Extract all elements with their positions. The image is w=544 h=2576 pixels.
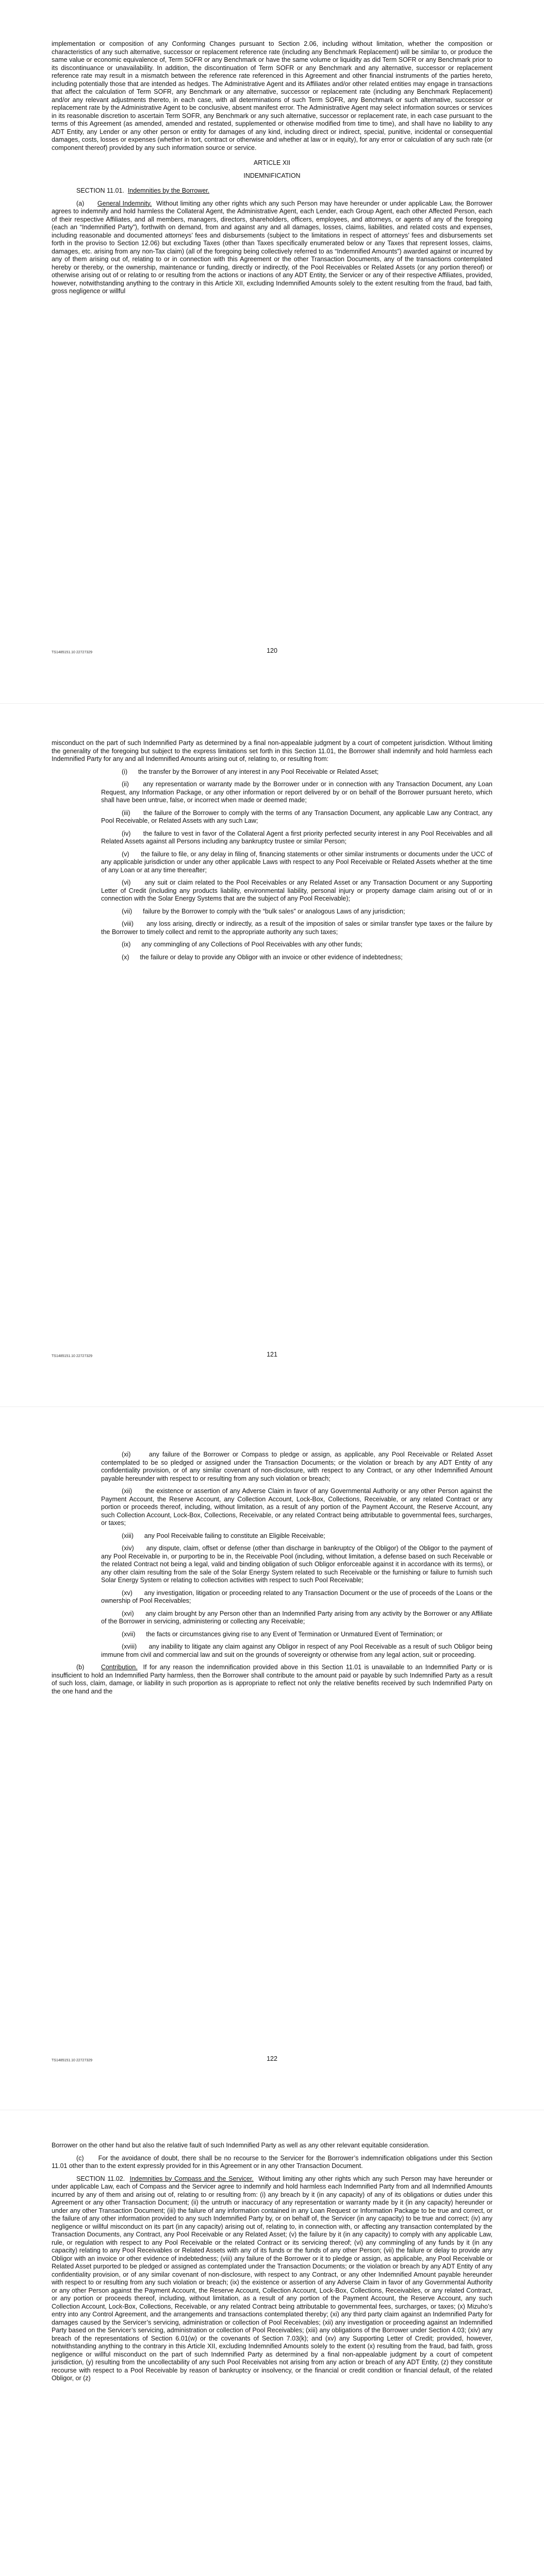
page-121 xyxy=(0,703,544,1406)
list-item-label: (xiii) xyxy=(122,1532,134,1539)
section-number: SECTION 11.02. xyxy=(76,2175,125,2182)
page-121-body xyxy=(52,739,492,966)
list-item-text: any commingling of any Collections of Pool Receivables with any other funds; xyxy=(141,941,362,948)
paragraph-a xyxy=(52,200,492,296)
list-item-text: any loss arising, directly or indirectly, as a result of the imposition of sales or similar transfer type taxes or the failure by the Borrower to timely collect and remit to the appropriate authority any such taxes; xyxy=(101,920,492,936)
list-item xyxy=(52,1610,492,1626)
list-item-label: (ix) xyxy=(122,941,131,948)
list-item xyxy=(52,879,492,903)
list-item xyxy=(52,1631,492,1639)
page-123-body xyxy=(52,2142,492,2387)
document-id: TS1485151.10 22727329 xyxy=(52,1354,93,1358)
page-123 xyxy=(0,2110,544,2576)
list-item-text: the existence or assertion of any Adverse Claim in favor of any Governmental Authority or any other Person against the Payment Account, the Reserve Account, any Collection Account, Lock-Box, Collections, Receivable, or any related Contract or any portion or proceeds thereof, including, without limitation, as a result of any portion of the Payment Account, the Reserve Account, any such Collection Account, Lock-Box, Collections, Receivable, or any related Contract being attributable to governmental fees, surcharges, or taxes; xyxy=(101,1487,492,1527)
paragraph: implementation or composition of any Conforming Changes pursuant to Section 2.06, including without limitation, whether the composition or characteristics of any such alternative, successor or replacement reference rate (including any Benchmark Replacement) will be similar to, or produce the same value or economic equivalence of, Term SOFR or any Benchmark or have the same volume or liquidity as did Term SOFR or any Benchmark prior to its discontinuance or unavailability. In addition, the discontinuation of Term SOFR or any Benchmark and any alternative, successor or replacement reference rate may result in a mismatch between the reference rate referenced in this Agreement and other financial instruments of the parties hereto, including potentially those that are intended as hedges. The Administrative Agent and its Affiliates and/or other related entities may engage in transactions that affect the calculation of Term SOFR, any Benchmark or any alternative, successor or replacement rate (including any Benchmark Replacement) and/or any relevant adjustments thereto, in each case, with all determinations of such Term SOFR, any Benchmark or such alternative, successor or replacement rate by the Administrative Agent to be conclusive, absent manifest error. The Administrative Agent may select information sources or services in its reasonable discretion to ascertain Term SOFR, any Benchmark or any such alternative, successor or replacement rate, in each case pursuant to the terms of this Agreement (as amended, amended and restated, supplemented or otherwise modified from time to time), and shall have no liability to any ADT Entity, any Lender or any other person or entity for damages of any kind, including direct or indirect, special, punitive, incidental or consequential damages, costs, losses or expenses (whether in tort, contract or otherwise and whether at law or in equity), for any error or calculation of any such rate (or component thereof) provided by any such information source or service. xyxy=(52,40,492,151)
list-item xyxy=(52,1532,492,1540)
list-item-text: the failure of the Borrower to comply with the terms of any Transaction Document, any applicable Law any Contract, any Pool Receivable, or Related Assets with any such Law; xyxy=(101,809,492,824)
list-item-text: the transfer by the Borrower of any interest in any Pool Receivable or Related Asset; xyxy=(138,768,379,775)
list-item-label: (iv) xyxy=(122,829,131,837)
paragraph-title: Contribution. xyxy=(101,1664,138,1671)
list-item-text: any failure of the Borrower or Compass to pledge or assign, as applicable, any Pool Receivable or Related Asset contemplated to be so pledged or assigned under the Transaction Documents; or the violation or breach by any ADT Entity of any confidentiality provision, or of any similar covenant of non-disclosure, with respect to any Contract, or any other Indemnified Amount payable hereunder with respect to or resulting from any such violation or breach; xyxy=(101,1451,492,1482)
list-item-label: (xi) xyxy=(122,1451,131,1458)
list-item-label: (v) xyxy=(122,850,129,858)
list-item-text: any investigation, litigation or proceeding related to any Transaction Document or the use of proceeds of the Loans or the ownership of Pool Receivables; xyxy=(101,1589,492,1604)
page-122-body xyxy=(52,1451,492,1700)
list xyxy=(52,768,492,962)
list-item-text: the failure to vest in favor of the Collateral Agent a first priority perfected security interest in any Pool Receivables and all Related Assets against all Persons including any bankruptcy trustee or similar Person; xyxy=(101,829,492,845)
paragraph-label: (a) xyxy=(76,199,85,207)
list-item xyxy=(52,781,492,805)
list-item-text: any dispute, claim, offset or defense (other than discharge in bankruptcy of the Obligor) of the Obligor to the payment of any Pool Receivable in, or purporting to be in, the Receivable Pool (including, without limitation, a defense based on such Receivable or the related Contract not being a legal, valid and binding obligation of such Obligor enforceable against it in accordance with its terms), or any other claim resulting from the sale of the Solar Energy System related to such Receivable or the furnishing or failure to furnish such Solar Energy System or relating to collection activities with respect to such Pool Receivable; xyxy=(101,1545,493,1584)
list-item xyxy=(52,908,492,916)
list-item-label: (xv) xyxy=(122,1589,133,1597)
paragraph-text: If for any reason the indemnification provided above in this Section 11.01 is unavailable to an Indemnified Party or is insufficient to hold an Indemnified Party harmless, then the Borrower shall contribute to the amount paid or payable by such Indemnified Party as a result of such loss, claim, damage, or liability in such proportion as is appropriate to reflect not only the relative benefits received by such Indemnified Party on the one hand and the xyxy=(52,1664,492,1695)
list-item-label: (iii) xyxy=(122,809,130,817)
paragraph-b xyxy=(52,1664,492,1696)
list-item-text: any representation or warranty made by the Borrower under or in connection with any Transaction Document, any Loan Request, any Information Package, or any other information or report delivered by or on behalf of the Borrower pursuant hereto, which shall have been untrue, false, or incorrect when made or deemed made; xyxy=(101,781,492,804)
list-item-text: any suit or claim related to the Pool Receivables or any Related Asset or any Transaction Document or any Supporting Letter of Credit (including any products liability, environmental liability, personal injury or property damage claim arising out of or in connection with the Solar Energy Systems that are the subject of any Pool Receivable); xyxy=(101,879,492,902)
list-item-label: (xviii) xyxy=(122,1643,137,1650)
list-item-label: (vii) xyxy=(122,907,133,915)
section-title: Indemnities by the Borrower. xyxy=(127,187,210,194)
list-item-text: any inability to litigate any claim against any Obligor in respect of any Pool Receivable as a result of such Obligor being immune from civil and commercial law and suit on the grounds of sovereignty or otherwise from any legal action, suit or proceeding. xyxy=(101,1643,492,1658)
page-122 xyxy=(0,1406,544,2110)
document-id: TS1485151.10 22727329 xyxy=(52,2059,93,2062)
list-item xyxy=(52,941,492,949)
list-item-text: the facts or circumstances giving rise to any Event of Termination or Unmatured Event of Termination; or xyxy=(146,1630,443,1638)
list-item-label: (xii) xyxy=(122,1487,133,1495)
article-title: INDEMNIFICATION xyxy=(243,172,301,179)
page-120 xyxy=(0,0,544,703)
list-item xyxy=(52,830,492,846)
paragraph: misconduct on the part of such Indemnified Party as determined by a final non-appealable judgment by a court of competent jurisdiction. Without limiting the generality of the foregoing but subject to the express limitations set forth in this Section 11.01, the Borrower shall indemnify and hold harmless each Indemnified Party for any and all Indemnified Amounts arising out of, relating to, or resulting from: xyxy=(52,739,492,762)
list-item xyxy=(52,1487,492,1528)
list-item-text: any claim brought by any Person other than an Indemnified Party arising from any activity by the Borrower or any Affiliate of the Borrower in servicing, administering or collecting any Receivable; xyxy=(101,1609,493,1625)
list-item-label: (x) xyxy=(122,953,129,961)
list-item xyxy=(52,1643,492,1659)
section-number: SECTION 11.01. xyxy=(76,187,124,194)
list-item xyxy=(52,809,492,825)
paragraph-text: Without limiting any other rights which any such Person may have hereunder or under applicable Law, the Borrower agrees to indemnify and hold harmless the Collateral Agent, the Administrative Agent, each Lender, each Group Agent, each other Affected Person, each of their respective Affiliates, and all members, managers, directors, shareholders, officers, employees, and attorneys, or agents of any of the foregoing (each an “Indemnified Party”), forthwith on demand, from and against any and all damages, losses, claims, liabilities, and related costs and expenses, including reasonable and documented attorneys’ fees and disbursements (subject to the limitations in respect of attorneys’ fees and disbursements set forth in the proviso to Section 12.06) but excluding Taxes (other than Taxes specifically enumerated below or any Taxes that represent losses, claims, damages, etc. arising from any non-Tax claim) (all of the foregoing being collectively referred to as “Indemnified Amounts”) awarded against or incurred by any of them arising out of, relating to or in connection with this Agreement or the other Transaction Documents, any of the transactions contemplated hereby or thereby, or the ownership, maintenance or funding, directly or indirectly, of the Pool Receivables or Related Assets (or any portion thereof) or otherwise arising out of or relating to or resulting from the actions or inactions of any ADT Entity, the Servicer or any of their respective Affiliates, provided, however, notwithstanding anything to the contrary in this Article XII, excluding Indemnified Amounts solely to the extent resulting from the fraud, bad faith, gross negligence or willful xyxy=(52,199,492,295)
list xyxy=(52,1451,492,1659)
page-number: 122 xyxy=(267,2055,277,2062)
list-item-text: the failure to file, or any delay in filing of, financing statements or other similar instruments or documents under the UCC of any applicable jurisdiction or under any other applicable Laws with respect to any Pool Receivable or Related Assets whether at the time of any Loan or at any time thereafter; xyxy=(101,850,492,874)
section-heading xyxy=(52,187,492,195)
list-item xyxy=(52,1589,492,1605)
list-item-label: (xvii) xyxy=(122,1630,136,1638)
list-item-label: (ii) xyxy=(122,781,129,788)
page-number: 121 xyxy=(267,1351,277,1358)
list-item xyxy=(52,920,492,936)
list-item-label: (i) xyxy=(122,768,128,775)
list-item-label: (viii) xyxy=(122,920,134,927)
page-120-body xyxy=(52,40,492,300)
list-item xyxy=(52,851,492,875)
list-item-text: the failure or delay to provide any Obligor with an invoice or other evidence of indebtedness; xyxy=(140,953,403,961)
list-item xyxy=(52,768,492,776)
list-item-text: failure by the Borrower to comply with the “bulk sales” or analogous Laws of any jurisdiction; xyxy=(142,907,405,915)
section-title: Indemnities by Compass and the Servicer. xyxy=(129,2175,254,2182)
list-item xyxy=(52,954,492,962)
paragraph: Borrower on the other hand but also the relative fault of such Indemnified Party as well as any other relevant equitable consideration. xyxy=(52,2142,430,2149)
document-id: TS1485151.10 22727329 xyxy=(52,651,93,654)
list-item-label: (xiv) xyxy=(122,1545,134,1552)
list-item xyxy=(52,1451,492,1483)
paragraph-text: For the avoidance of doubt, there shall be no recourse to the Servicer for the Borrower’s indemnification obligations under this Section 11.01 other than to the extent expressly provided for in this Agreement or in any other Transaction Document. xyxy=(52,2154,493,2170)
paragraph-label: (c) xyxy=(76,2154,84,2162)
paragraph-label: (b) xyxy=(76,1664,85,1671)
list-item-label: (vi) xyxy=(122,879,131,886)
list-item-text: any Pool Receivable failing to constitute an Eligible Receivable; xyxy=(144,1532,325,1539)
list-item xyxy=(52,1545,492,1585)
paragraph-c xyxy=(52,2155,492,2171)
list-item-label: (xvi) xyxy=(122,1609,134,1617)
page-number: 120 xyxy=(267,647,277,654)
article-heading: ARTICLE XII xyxy=(253,159,291,166)
paragraph-title: General Indemnity. xyxy=(97,199,152,207)
section-text: Without limiting any other rights which any such Person may have hereunder or under applicable Law, each of Compass and the Servicer agree to indemnify and hold harmless each Indemnified Party from and all Indemnified Amounts incurred by any of them and arising out of, relating to or resulting from: (i) any breach by it (in any capacity) of any of its obligations or duties under this Agreement or any other Transaction Document; (ii) the untruth or inaccuracy of any representation or warranty made by it (in any capacity) hereunder or under any other Transaction Document; (iii) the failure of any information contained in any Loan Request or Information Package to be true and correct, or the failure of any other information provided to any such Indemnified Party by, or on behalf of, the Servicer (in any capacity) to be true and correct; (iv) any negligence or willful misconduct on its part (in any capacity) arising out of, relating to, in connection with, or affecting any transaction contemplated by the Transaction Documents, any Contract, any Pool Receivable or any Related Asset; (v) the failure by it (in any capacity) to comply with any applicable Law, rule, or regulation with respect to any Pool Receivable or the related Contract or its servicing thereof; (vi) any commingling of any funds by it (in any capacity) relating to any Pool Receivables or Related Assets with any of its funds or the funds of any other Person; (vii) the failure or delay to provide any Obligor with an invoice or other evidence of indebtedness; (viii) any failure of the Borrower or it to pledge or assign, as applicable, any Pool Receivable or Related Asset purported to be pledged or assigned as contemplated under the Transaction Documents; or the violation or breach by any ADT Entity of any confidentiality provision, or of any similar covenant of non-disclosure, with respect to any Contract, or any other Indemnified Amount payable hereunder with respect to or resulting from any such violation or breach; (ix) the existence or assertion of any Adverse Claim in favor of any Governmental Authority or any other Person against the Payment Account, the Reserve Account, Collection Account, Lock-Box, Collections, Receivables, or any related Contract, or any portion or proceeds thereof, including, without limitation, as a result of any portion of the Payment Account, the Reserve Account, any such Collection Account, Lock-Box, Collections, Receivable, or any related Contract being attributable to governmental fees, surcharges, or taxes; (x) Mizuho’s entry into any Control Agreement, and the arrangements and transactions contemplated thereby; (xi) any third party claim against an Indemnified Party for damages caused by the Servicer’s servicing, administration or collection of Pool Receivables; (xii) any investigation or proceeding against an Indemnified Party based on the Servicer’s servicing, administration or collection of Pool Receivables; (xiii) any obligations of the Borrower under Section 4.03; (xiv) any breach of the representations of Section 6.01(w) or the covenants of Section 7.03(k); and (xv) any Supporting Letter of Credit; provided, however, notwithstanding anything to the contrary in this Article XII, excluding Indemnified Amounts solely to the extent (x) resulting from the fraud, bad faith, gross negligence or willful misconduct on the part of such Indemnified Party as determined by a final non-appealable judgment by a court of competent jurisdiction, (y) resulting from the uncollectability of any such Pool Receivables not arising from any action or breach of any ADT Entity, (z) they constitute recourse with respect to a Pool Receivable by reason of bankruptcy or insolvency, or the financial or credit condition or financial default, of the related Obligor, or (z) xyxy=(52,2175,493,2382)
section-1102 xyxy=(52,2175,492,2383)
